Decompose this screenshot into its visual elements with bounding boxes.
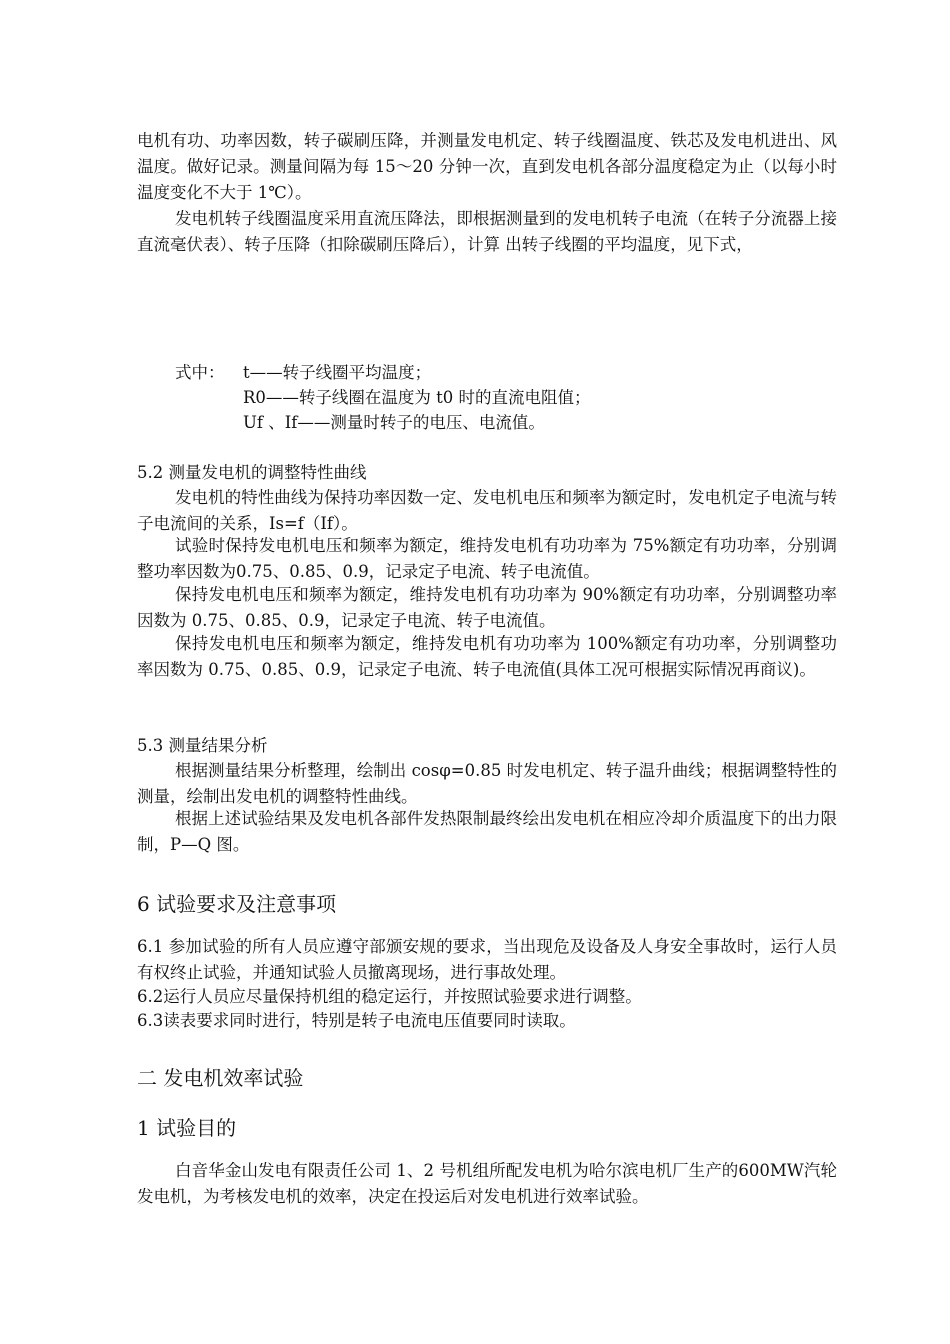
section-5-3-title: 5.3 测量结果分析: [137, 736, 268, 755]
section-5-3-paragraph-1: 根据测量结果分析整理，绘制出 cosφ=0.85 时发电机定、转子温升曲线；根据调整特性的测量，绘制出发电机的调整特性曲线。: [137, 761, 837, 806]
section-6-item-3: 6.3读表要求同时进行，特别是转子电流电压值要同时读取。: [137, 1011, 576, 1030]
section-5-2-title: 5.2 测量发电机的调整特性曲线: [137, 463, 367, 482]
section-6-item-2: 6.2运行人员应尽量保持机组的稳定运行，并按照试验要求进行调整。: [137, 987, 642, 1006]
part-2-heading: 二 发电机效率试验: [137, 1066, 304, 1090]
intro-paragraph-1: 电机有功、功率因数，转子碳刷压降，并测量发电机定、转子线圈温度、铁芯及发电机进出、风温度。做好记录。测量间隔为每 15～20 分钟一次，直到发电机各部分温度稳定为止（以每小时温度变化不大于 1℃）。: [137, 131, 837, 202]
section-5-2-paragraph-4: 保持发电机电压和频率为额定，维持发电机有功功率为 100%额定有功功率，分别调整功率因数为 0.75、0.85、0.9，记录定子电流、转子电流值(具体工况可根据实际情况再商议)。: [137, 634, 837, 679]
formula-legend-line-2: R0——转子线圈在温度为 t0 时的直流电阻值；: [243, 388, 591, 407]
section-5-2-paragraph-1: 发电机的特性曲线为保持功率因数一定、发电机电压和频率为额定时，发电机定子电流与转子电流间的关系，Is=f（If）。: [137, 488, 837, 533]
part-2-subheading-1: 1 试验目的: [137, 1116, 237, 1140]
section-5-2-paragraph-3: 保持发电机电压和频率为额定，维持发电机有功功率为 90%额定有功功率，分别调整功率因数为 0.75、0.85、0.9，记录定子电流、转子电流值。: [137, 585, 837, 630]
formula-legend-line-3: Uf 、If——测量时转子的电压、电流值。: [243, 413, 545, 432]
section-6-item-1: 6.1 参加试验的所有人员应遵守部颁安规的要求，当出现危及设备及人身安全事故时，运行人员有权终止试验，并通知试验人员撤离现场，进行事故处理。: [137, 937, 837, 982]
section-6-heading: 6 试验要求及注意事项: [137, 892, 337, 916]
formula-legend-label: 式中：: [175, 363, 225, 382]
intro-paragraph-2: 发电机转子线圈温度采用直流压降法，即根据测量到的发电机转子电流（在转子分流器上接直流毫伏表）、转子压降（扣除碳刷压降后），计算 出转子线圈的平均温度，见下式，: [137, 209, 837, 254]
part-2-paragraph-1: 白音华金山发电有限责任公司 1、2 号机组所配发电机为哈尔滨电机厂生产的600MW汽轮发电机，为考核发电机的效率，决定在投运后对发电机进行效率试验。: [137, 1161, 837, 1206]
section-5-2-paragraph-2: 试验时保持发电机电压和频率为额定，维持发电机有功功率为 75%额定有功功率，分别调整功率因数为0.75、0.85、0.9，记录定子电流、转子电流值。: [137, 536, 837, 581]
section-5-3-paragraph-2: 根据上述试验结果及发电机各部件发热限制最终绘出发电机在相应冷却介质温度下的出力限制，P—Q 图。: [137, 809, 837, 854]
formula-legend-line-1: t——转子线圈平均温度；: [243, 363, 432, 382]
